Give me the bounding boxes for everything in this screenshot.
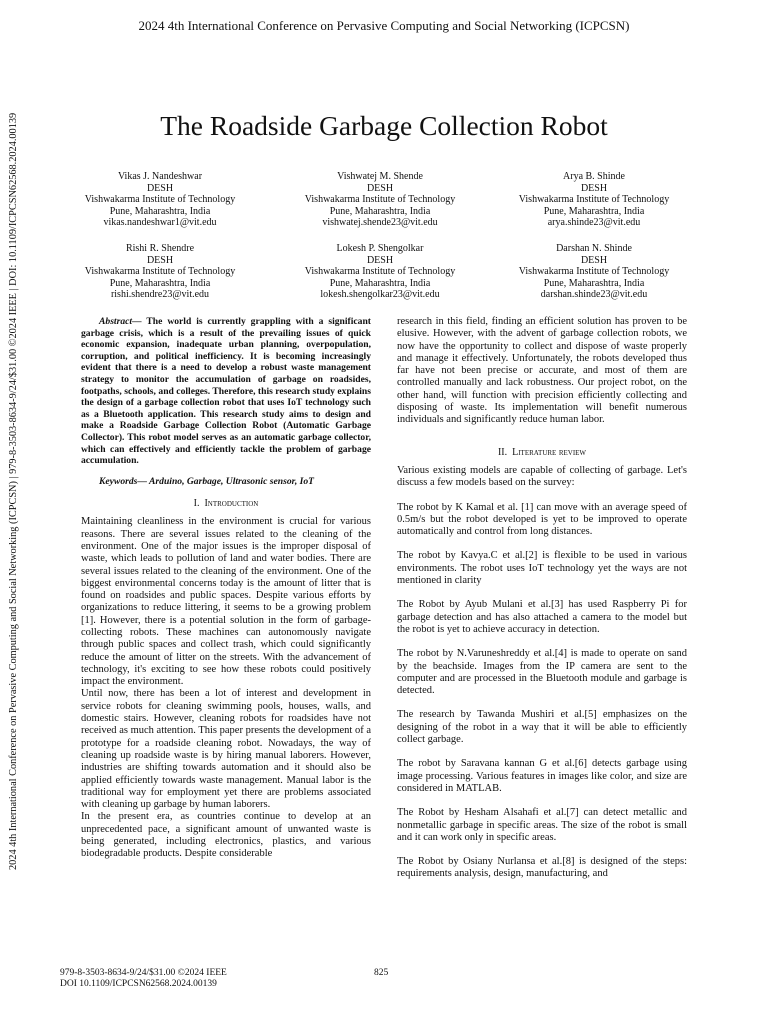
keywords-text: Arduino, Garbage, Ultrasonic sensor, IoT	[146, 475, 315, 487]
author-block	[60, 243, 260, 301]
author-email: darshan.shinde23@vit.edu	[540, 289, 648, 301]
author-institution: Vishwakarma Institute of Technology	[518, 266, 670, 278]
literature-item: The Robot by Ayub Mulani et al.[3] has used Raspberry Pi for garbage detection and has also attached a camera to the model but the robot is yet to achieve accuracy in detection.	[397, 599, 687, 635]
author-email: arya.shinde23@vit.edu	[547, 217, 641, 229]
paragraph: Until now, there has been a lot of interest and development in service robots for cleaning swimming pools, houses, walls, and domestic stairs. However, cleaning robots for roadsides have not received as much attention. This paper presents the development of a prototype for a roadside cleaning robot. Nowadays, the way of cleaning up roadside waste is by hiring manual laborers. However, industries are shifting towards automation and it should also be applied efficiently towards waste management. Manual labor is the traditional way for employment yet there are problems associated with cleaning up garbage by human laborers.	[81, 688, 371, 811]
author-name: Rishi R. Shendre	[125, 243, 195, 254]
literature-item: The Robot by Osiany Nurlansa et al.[8] is designed of the steps: requirements analysis, design, manufacturing, and	[397, 856, 687, 880]
literature-item: The research by Tawanda Mushiri et al.[5] emphasizes on the designing of the robot in a way that it will be able to efficiently collect garbage.	[397, 709, 687, 746]
author-block	[494, 171, 694, 229]
author-email: rishi.shendre23@vit.edu	[110, 289, 210, 301]
author-block	[280, 243, 480, 301]
section-title: Literature review	[512, 446, 587, 458]
paragraph: research in this field, finding an efficient solution has proven to be elusive. However, with the advent of garbage collection robots, we now have the opportunity to collect and dispose of waste properly and manage it effectively. Unfortunately, the robots developed thus far have not been precise or accurate, and most of them are controlled manually and lack robustness. Our project robot, on the other hand, will function with precision efficiently collecting and disposing of waste. Its implementation will benefit numerous individuals and significantly reduce human labor.	[397, 316, 687, 426]
author-city: Pune, Maharashtra, India	[109, 205, 211, 217]
author-institution: Vishwakarma Institute of Technology	[518, 194, 670, 206]
author-city: Pune, Maharashtra, India	[543, 277, 645, 289]
author-email: vishwatej.shende23@vit.edu	[322, 217, 438, 229]
page-number: 825	[374, 968, 389, 978]
author-name: Vikas J. Nandeshwar	[117, 171, 203, 182]
author-city: Pune, Maharashtra, India	[543, 205, 645, 217]
footer-identifiers	[60, 968, 227, 990]
literature-item: The robot by Kavya.C et al.[2] is flexible to be used in various environments. The robot uses IoT technology yet the ways are not mentioned in clarity	[397, 550, 687, 587]
literature-item: The Robot by Hesham Alsahafi et al.[7] can detect metallic and nonmetallic garbage in specific areas. The size of the robot is small and it can work only in specific areas.	[397, 807, 687, 843]
author-dept: DESH	[366, 182, 394, 194]
footer-isbn: 979-8-3503-8634-9/24/$31.00 ©2024 IEEE	[60, 968, 227, 978]
paper-title: The Roadside Garbage Collection Robot	[160, 110, 608, 141]
author-city: Pune, Maharashtra, India	[329, 277, 431, 289]
author-dept: DESH	[146, 182, 174, 194]
section-title: Introduction	[204, 498, 259, 510]
author-institution: Vishwakarma Institute of Technology	[84, 194, 236, 206]
author-dept: DESH	[580, 254, 608, 266]
keywords-label: Keywords—	[99, 475, 147, 487]
abstract-label: Abstract—	[99, 316, 142, 327]
paragraph: In the present era, as countries continue to develop at an unprecedented pace, a significant amount of unwanted waste is being generated, including electronics, plastics, and various biodegradable products. Despite considerable	[81, 811, 371, 860]
author-name: Vishwatej M. Shende	[337, 171, 423, 182]
left-column	[81, 316, 371, 861]
author-dept: DESH	[580, 182, 608, 194]
author-dept: DESH	[366, 254, 394, 266]
section-heading-introduction	[81, 498, 371, 510]
paragraph: Maintaining cleanliness in the environment is crucial for various reasons. There are several issues related to the cleaning of the environment. One of the major issues is the improper disposal of waste, which leads to pollution of land and water bodies. There are several issues related to the cleaning of the environment. One of the biggest environmental concerns today is the amount of litter that is found on roadsides and public spaces. Despite various efforts by organizations to reduce littering, it seems to be a growing problem [1]. However, there is a potential solution in the form of garbage-collecting robots. These machines can autonomously navigate through public spaces and collect trash, which could significantly reduce the amount of litter on the streets. With the advancement of technology, it's exciting to see how these robots could positively impact the environment.	[81, 516, 371, 688]
section-number: I.	[193, 498, 200, 510]
conference-header: 2024 4th International Conference on Pervasive Computing and Social Networking (ICPCSN)	[138, 18, 630, 33]
author-block	[494, 243, 694, 301]
author-institution: Vishwakarma Institute of Technology	[304, 194, 456, 206]
author-institution: Vishwakarma Institute of Technology	[304, 266, 456, 278]
author-dept: DESH	[146, 254, 174, 266]
footer-doi: DOI 10.1109/ICPCSN62568.2024.00139	[60, 979, 217, 989]
side-identifier-strip: 2024 4th International Conference on Pervasive Computing and Social Networking (ICPCSN) | 979-8-3503-8634-9/24/$31.00 ©2024 IEEE | DOI: 10.1109/ICPCSN62568.2024.00139	[8, 112, 19, 870]
literature-item: The robot by K Kamal et al. [1] can move with an average speed of 0.5m/s but the robot developed is yet to be improved to operate automatically and control from long distances.	[397, 501, 687, 538]
author-city: Pune, Maharashtra, India	[109, 277, 211, 289]
abstract-text: The world is currently grappling with a significant garbage crisis, which is a result of the prevailing issues of quick economic expansion, inadequate urban planning, overpopulation, corruption, and political inefficiency. It is becoming increasingly evident that there is a need to develop a robust waste management strategy to monitor the accumulation of garbage on roadsides, footpaths, schools, and colleges. Therefore, this research study explains the design of a garbage collection robot that uses IoT technology such as a Bluetooth application. This research study aims to design and make a Roadside Garbage Collection Robot (Automatic Garbage Collector). This robot model serves as an automatic garbage collector, which can effectively and efficiently tackle the problem of garbage accumulation.	[81, 316, 371, 467]
author-name: Arya B. Shinde	[563, 171, 625, 182]
author-block	[280, 171, 480, 229]
author-name: Darshan N. Shinde	[556, 243, 632, 254]
author-name: Lokesh P. Shengolkar	[336, 243, 424, 254]
abstract	[81, 316, 371, 467]
right-column	[397, 316, 687, 881]
paragraph: Various existing models are capable of collecting of garbage. Let's discuss a few models based on the survey:	[397, 464, 687, 489]
keywords	[81, 476, 371, 488]
section-number: II.	[497, 446, 508, 458]
author-email: lokesh.shengolkar23@vit.edu	[320, 289, 440, 301]
author-institution: Vishwakarma Institute of Technology	[84, 266, 236, 278]
literature-item: The robot by N.Varuneshreddy et al.[4] is made to operate on sand by the beachside. Images from the IP camera are sent to the computer and are processed in the Bluetooth module and garbage is detected.	[397, 648, 687, 697]
author-city: Pune, Maharashtra, India	[329, 205, 431, 217]
author-block	[60, 171, 260, 229]
section-heading-literature-review	[397, 447, 687, 459]
literature-item: The robot by Saravana kannan G et al.[6] detects garbage using image processing. Various features in images like color, and size are considered in MATLAB.	[397, 758, 687, 794]
author-email: vikas.nandeshwar1@vit.edu	[103, 217, 217, 229]
